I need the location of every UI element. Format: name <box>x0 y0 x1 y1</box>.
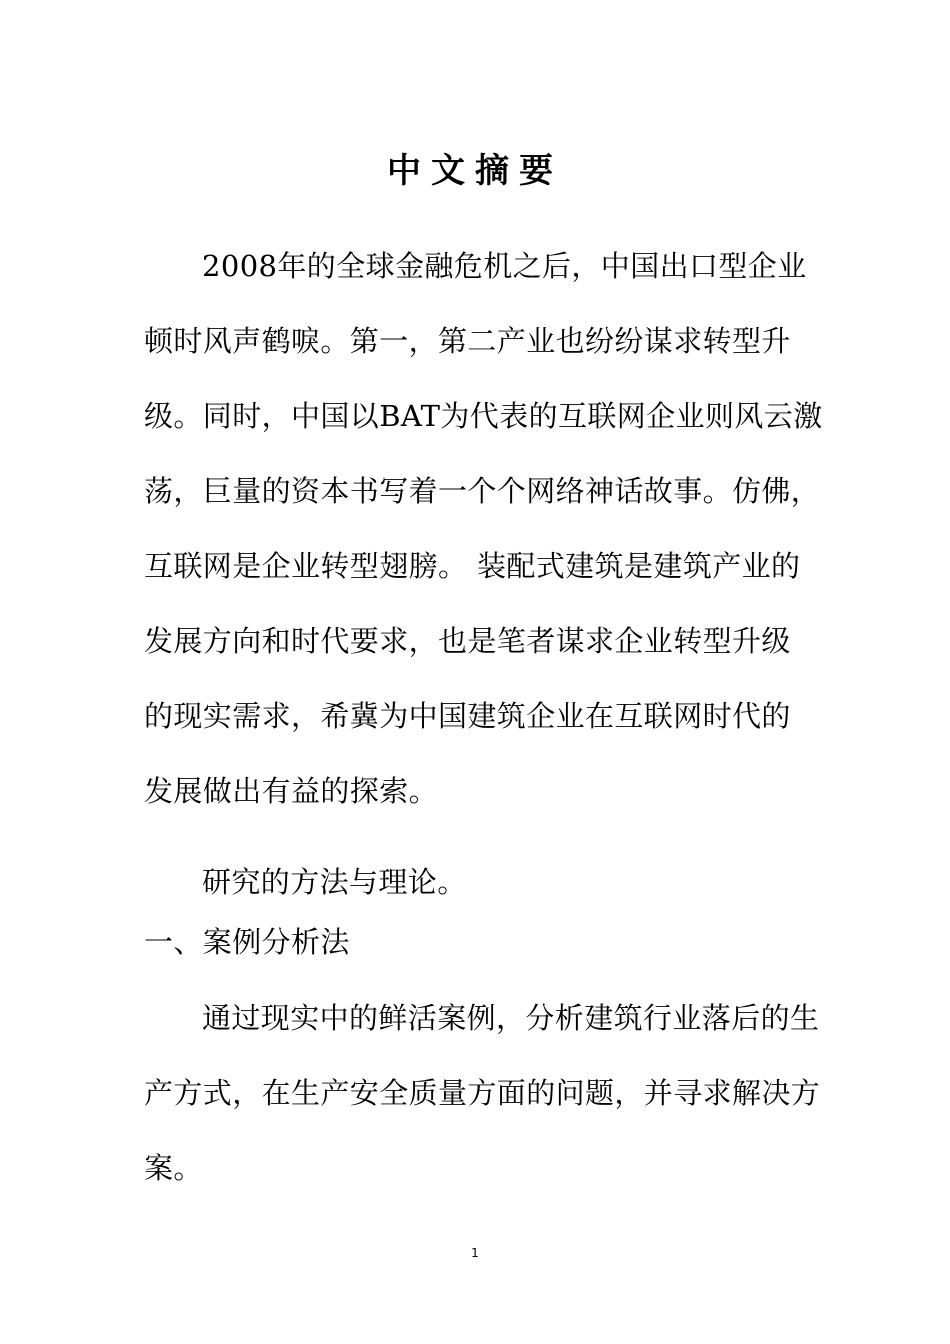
paragraph-line: 通过现实中的鲜活案例，分析建筑行业落后的生 <box>202 1001 820 1035</box>
paragraph-line: 产方式，在生产安全质量方面的问题，并寻求解决方 <box>144 1076 821 1110</box>
paragraph-line: 发展做出有益的探索。 <box>144 774 439 808</box>
paragraph-line: 案。 <box>144 1151 203 1185</box>
abstract-paragraph <box>144 246 823 811</box>
paragraph-line: 发展方向和时代要求，也是笔者谋求企业转型升级 <box>144 624 791 658</box>
section-heading <box>144 922 809 962</box>
paragraph-line: 荡，巨量的资本书写着一个个网络神话故事。仿佛， <box>144 474 821 508</box>
paragraph-line: 级。同时，中国以BAT为代表的互联网企业则风云激 <box>144 399 823 433</box>
paragraph-line: 研究的方法与理论。 <box>202 865 467 899</box>
paragraph-line: 互联网是企业转型翅膀。 装配式建筑是建筑产业的 <box>144 549 801 583</box>
page-title: 中文摘要 <box>387 151 563 191</box>
case-analysis-paragraph <box>144 998 821 1188</box>
paragraph-line: 顿时风声鹤唳。第一，第二产业也纷纷谋求转型升 <box>144 324 791 358</box>
methods-intro-paragraph <box>144 862 809 902</box>
section-heading-text: 一、案例分析法 <box>144 925 350 959</box>
paragraph-line: 的现实需求，希冀为中国建筑企业在互联网时代的 <box>144 699 791 733</box>
page-number: 1 <box>471 1246 479 1260</box>
paragraph-line: 2008年的全球金融危机之后，中国出口型企业 <box>202 249 807 283</box>
